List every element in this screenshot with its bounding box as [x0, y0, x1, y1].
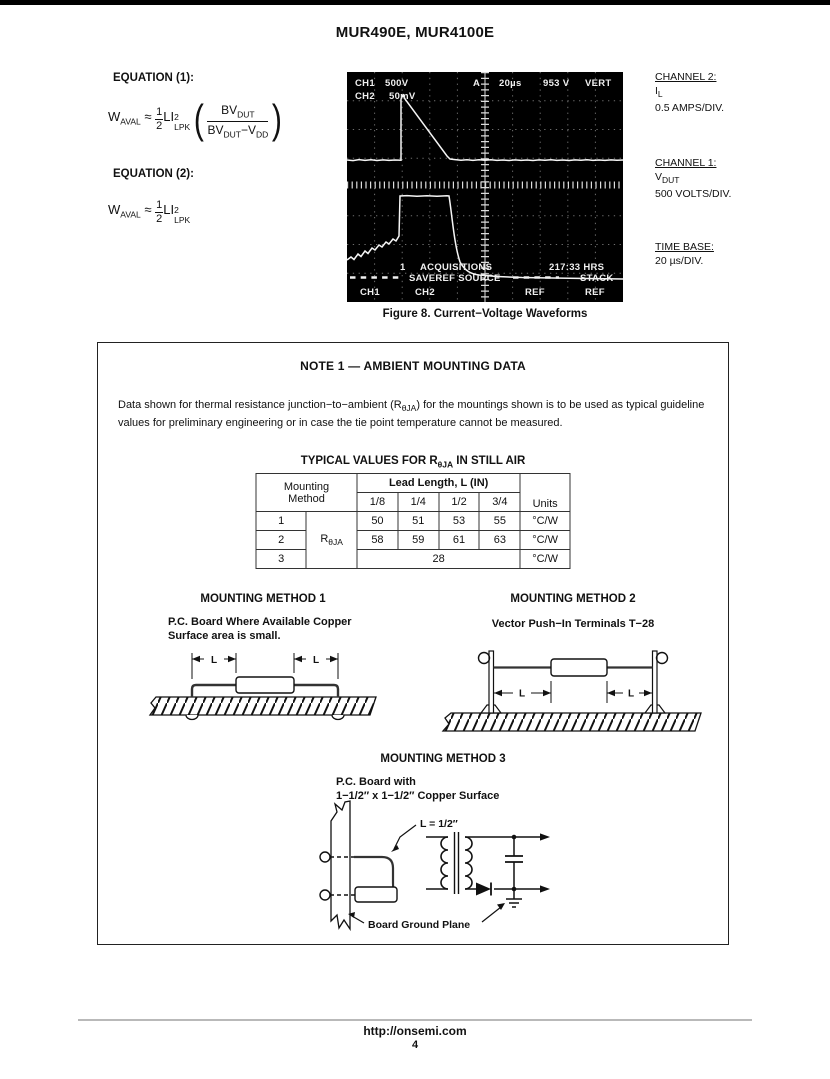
- pc-board-panel: [331, 801, 350, 929]
- eq1-lhs-sub: AVAL: [120, 116, 141, 127]
- cell-value: 51: [398, 512, 439, 531]
- cell-value: 63: [479, 531, 520, 550]
- ground-plane-label: Board Ground Plane: [368, 919, 471, 931]
- cell-merged-value: 28: [357, 550, 520, 569]
- pc-board: [150, 697, 376, 715]
- cell-method-1: 1: [256, 512, 306, 531]
- terminal-loop-right: [657, 653, 668, 664]
- eq1-lhs: W: [108, 109, 121, 125]
- header-lead-34: 3/4: [479, 493, 520, 512]
- mounting-method-3-desc: P.C. Board with 1−1/2″ x 1−1/2″ Copper Surface: [336, 776, 500, 803]
- cell-value: 55: [479, 512, 520, 531]
- pc-board: [443, 713, 701, 731]
- dim-label-right: L: [627, 688, 635, 700]
- timebase-title: TIME BASE:: [655, 241, 714, 253]
- eyelet-lower: [320, 890, 330, 900]
- page-title: MUR490E, MUR4100E: [335, 24, 495, 41]
- equation-2-label: EQUATION (2):: [113, 168, 194, 180]
- note1-heading: NOTE 1 — AMBIENT MOUNTING DATA: [300, 359, 526, 373]
- header-lead-12: 1/2: [439, 493, 480, 512]
- mounting-method-3-heading: MOUNTING METHOD 3: [380, 753, 506, 765]
- top-edge-bar: [0, 0, 830, 5]
- footer-page-number: 4: [411, 1039, 419, 1051]
- header-lead-18: 1/8: [357, 493, 398, 512]
- lead-length-label: L = 1/2″: [420, 818, 458, 830]
- equation-2: [108, 200, 190, 226]
- cell-value: 50: [357, 512, 398, 531]
- table-row: [256, 512, 570, 531]
- scope-acq-label: ACQUISITIONS: [420, 262, 493, 273]
- lead-length-leader: [394, 825, 416, 849]
- cell-value: 53: [439, 512, 480, 531]
- eq2-relation: ≈: [144, 202, 152, 217]
- table-title: TYPICAL VALUES FOR $R_{\theta JA}$ IN STILL AIR: [300, 455, 526, 470]
- lead-right: [294, 685, 338, 697]
- timebase-note: [655, 240, 714, 268]
- cell-value: 61: [439, 531, 480, 550]
- eq1-li: LI: [163, 109, 175, 125]
- transformer: [426, 832, 472, 894]
- solder-bump-left: [186, 715, 198, 720]
- cell-units: °C/W: [520, 550, 570, 569]
- rtheta-ja-table: [256, 473, 571, 569]
- dim-label-right: L: [312, 655, 320, 666]
- scope-saveref: SAVEREF SOURCE: [409, 273, 501, 284]
- mounting-method-1-diagram: [140, 643, 390, 731]
- scope-ch2-label: CH2: [355, 91, 375, 102]
- eq1-li-scripts: 2 LPK: [174, 112, 191, 133]
- channel2-title: CHANNEL 2:: [655, 71, 717, 83]
- diode-body: [355, 887, 397, 902]
- equation-1-label: EQUATION (1):: [113, 72, 194, 84]
- dim-label-left: L: [518, 688, 526, 700]
- channel1-symbol: $V_{DUT}$: [655, 171, 680, 186]
- footer-url: http://onsemi.com: [363, 1024, 467, 1038]
- schematic-wires: [465, 837, 540, 907]
- scope-bottom-ref1: REF: [525, 287, 545, 298]
- scope-stack: STACK: [580, 273, 614, 284]
- scope-ch2-scale: 50mV: [389, 91, 416, 102]
- output-arrow-top: [540, 833, 550, 840]
- cell-symbol: $R_{\theta JA}$: [306, 512, 357, 569]
- cell-method-2: 2: [256, 531, 306, 550]
- figure-caption: Figure 8. Current−Voltage Waveforms: [382, 308, 588, 320]
- channel2-scale: 0.5 AMPS/DIV.: [655, 101, 725, 114]
- cell-units: °C/W: [520, 512, 570, 531]
- header-units: Units: [520, 474, 570, 512]
- channel2-note: [655, 70, 724, 115]
- eq1-half: $\frac{1}{2}$: [156, 106, 163, 133]
- timebase-value: 20 µs/DIV.: [655, 255, 704, 268]
- eyelet-upper: [320, 852, 330, 862]
- scope-bottom-ch1: CH1: [360, 287, 380, 298]
- terminal-loop-left: [479, 653, 490, 664]
- header-lead-14: 1/4: [398, 493, 439, 512]
- output-arrow-bottom: [540, 885, 550, 892]
- oscilloscope-svg: [347, 72, 623, 302]
- scope-level: 953 V: [543, 78, 570, 89]
- scope-elapsed: 217:33 HRS: [549, 262, 605, 273]
- mounting-method-2-heading: MOUNTING METHOD 2: [510, 593, 636, 605]
- cell-value: 59: [398, 531, 439, 550]
- scope-bottom-ref2: REF: [585, 287, 605, 298]
- dim-label-left: L: [210, 655, 218, 666]
- table-row: [256, 550, 570, 569]
- eq2-half: $\frac{1}{2}$: [156, 199, 163, 225]
- footer-rule: [78, 1019, 752, 1021]
- header-lead-length: Lead Length, L (IN): [357, 474, 520, 493]
- mounting-method-1-desc: P.C. Board Where Available Copper Surface area is small.: [168, 616, 352, 643]
- eq1-fraction: $\frac{BV_{DUT}}{BV_{DUT}-V_{DD}}$: [207, 103, 269, 140]
- lead-left: [192, 685, 236, 697]
- table-header-row-1: [256, 474, 570, 493]
- mounting-method-2-desc: Vector Push−In Terminals T−28: [491, 618, 655, 630]
- oscilloscope-screenshot: [347, 72, 623, 302]
- header-mounting-method: Mounting Method: [256, 474, 357, 512]
- cell-units: °C/W: [520, 531, 570, 550]
- diode-body: [236, 677, 294, 693]
- cell-value: 58: [357, 531, 398, 550]
- node-top: [512, 835, 517, 840]
- scope-ch1-label: CH1: [355, 78, 375, 89]
- mounting-method-2-diagram: [433, 639, 713, 734]
- note1-body: Data shown for thermal resistance junction−to−ambient $(R_{\theta JA})$ for the mountings shown is to be used as typical guideline values for preliminary engineering or in case the tie point temperature cannot be measured.: [118, 399, 705, 429]
- channel1-scale: 500 VOLTS/DIV.: [655, 187, 732, 200]
- cell-method-3: 3: [256, 550, 306, 569]
- eq1-relation: ≈: [144, 109, 152, 125]
- ground-plane-leader-right: [482, 907, 501, 922]
- note1-box: [97, 342, 729, 945]
- eq2-li-scripts: 2 LPK: [174, 205, 191, 225]
- eq2-lhs: W: [108, 202, 121, 217]
- mounting-method-1-heading: MOUNTING METHOD 1: [200, 593, 326, 605]
- eq2-lhs-sub: AVAL: [120, 209, 141, 220]
- mounting-method-3-diagram: [298, 799, 618, 934]
- node-bottom: [512, 887, 517, 892]
- table-row: [256, 531, 570, 550]
- channel2-symbol: $I_L$: [655, 85, 663, 100]
- scope-trigger: A: [473, 78, 481, 89]
- scope-bottom-ch2: CH2: [415, 287, 435, 298]
- diode-symbol: [476, 883, 491, 896]
- scope-timebase: 20µs: [499, 78, 522, 89]
- diode-body: [551, 659, 607, 676]
- scope-vert: VERT: [585, 78, 612, 89]
- solder-bump-right: [332, 715, 344, 720]
- channel1-title: CHANNEL 1:: [655, 157, 717, 169]
- scope-acq-num: 1: [400, 262, 406, 273]
- equation-1: $W_{AVAL}$ ≈ $\frac{1}{2}$ LI 2 LPK ( $\frac{BV_{DUT}}{BV_{DUT}-V_{DD}}$ ): [108, 98, 282, 143]
- scope-ch1-scale: 500V: [385, 78, 409, 89]
- eq2-li: LI: [163, 202, 175, 217]
- channel1-note: [655, 156, 731, 201]
